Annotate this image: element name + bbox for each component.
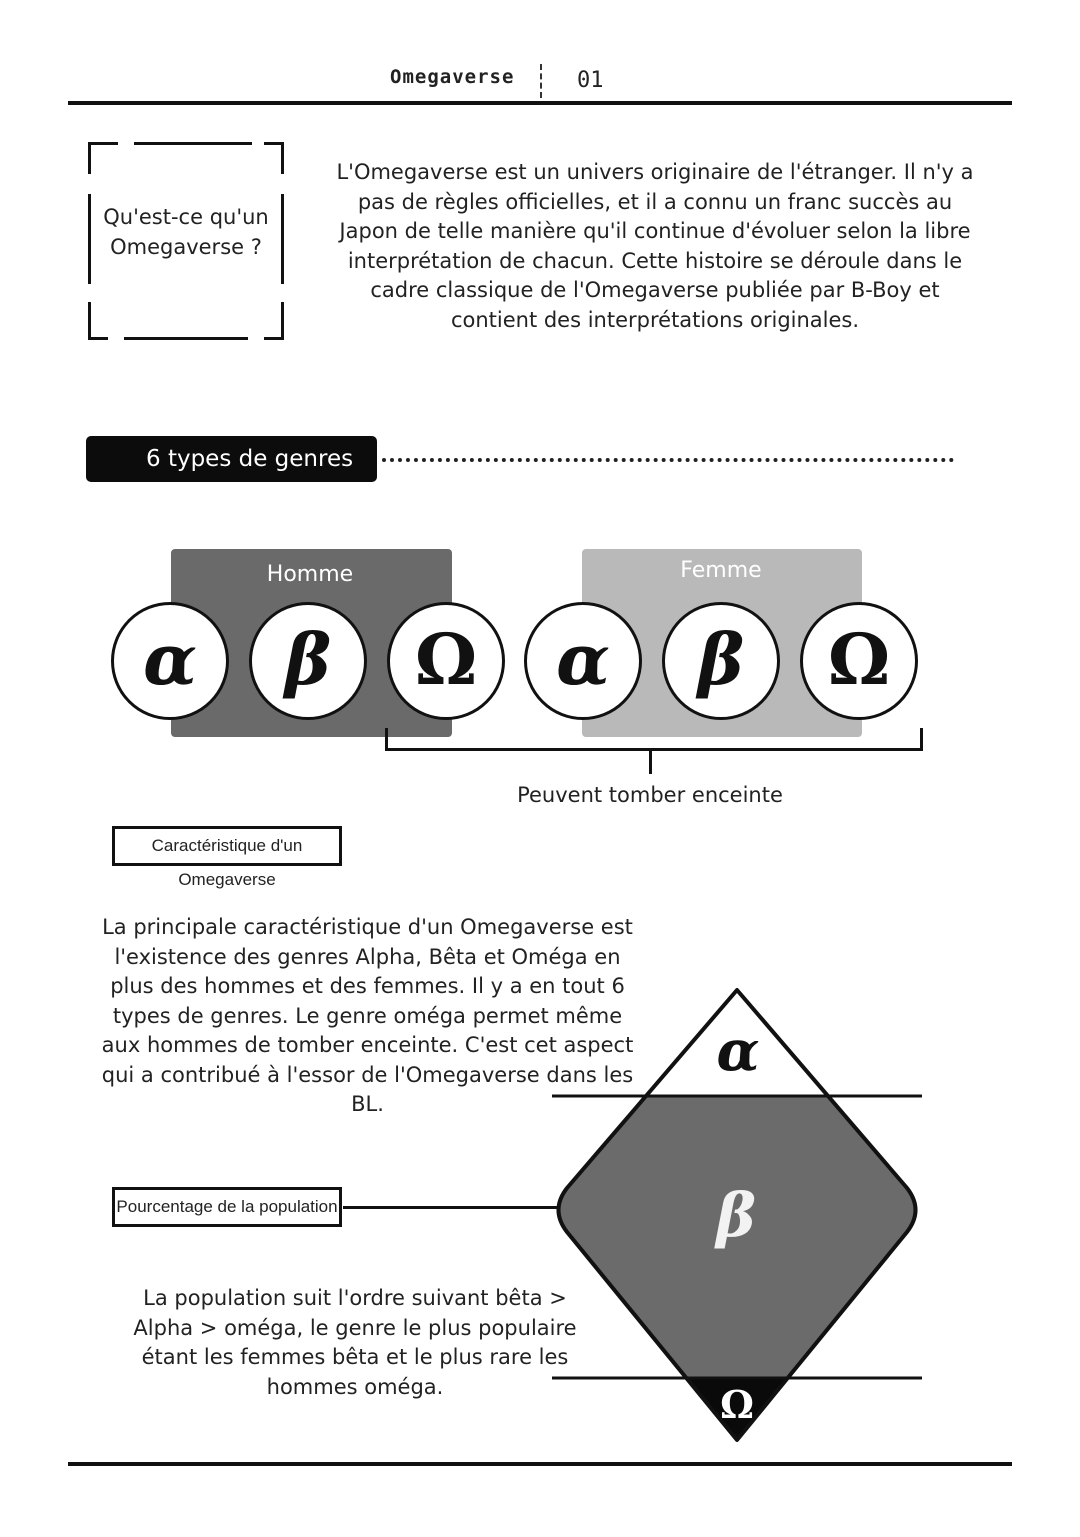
header-separator bbox=[540, 64, 542, 98]
female-omega-symbol: Ω bbox=[800, 602, 918, 720]
characteristic-label: Caractéristique d'un Omegaverse bbox=[112, 826, 342, 866]
population-paragraph: La population suit l'ordre suivant bêta > Alpha > oméga, le genre le plus populaire étant les femmes bêta et le plus rare les hommes oméga. bbox=[133, 1286, 577, 1399]
top-rule bbox=[68, 101, 1012, 105]
page-number: 01 bbox=[577, 68, 604, 93]
diamond-omega-symbol: Ω bbox=[720, 1382, 754, 1427]
population-label: Pourcentage de la population bbox=[112, 1187, 342, 1227]
male-label: Homme bbox=[266, 562, 354, 587]
header-title: Omegaverse bbox=[390, 66, 515, 88]
pregnancy-label: Peuvent tomber enceinte bbox=[517, 783, 783, 807]
pregnancy-bracket-tick bbox=[649, 748, 652, 774]
question-text: Qu'est-ce qu'un Omegaverse ? bbox=[103, 205, 269, 259]
population-diamond bbox=[552, 978, 922, 1448]
pregnancy-bracket bbox=[385, 728, 923, 751]
bottom-rule bbox=[68, 1462, 1012, 1466]
diamond-alpha-symbol: α bbox=[716, 1018, 760, 1084]
population-connector bbox=[343, 1206, 558, 1209]
section-heading: 6 types de genres bbox=[86, 436, 377, 482]
intro-paragraph: L'Omegaverse est un univers originaire de l'étranger. Il n'y a pas de règles officielles, et il a connu un franc succès au Japon de telle manière qu'il continue d'évoluer selon la libre interprétation de chacun. Cette histoire se déroule dans le cadre classique de l'Omegaverse publiée par B-Boy et contient des interprétations originales. bbox=[336, 160, 974, 332]
characteristic-paragraph: La principale caractéristique d'un Omegaverse est l'existence des genres Alpha, Bêta et Oméga en plus des hommes et des femmes. Il y a en tout 6 types de genres. Le genre oméga permet même aux hommes de tomber enceinte. C'est cet aspect qui a contribué à l'essor de l'Omegaverse dans les BL. bbox=[101, 915, 634, 1116]
female-alpha-symbol: α bbox=[524, 602, 642, 720]
female-label: Femme bbox=[680, 558, 762, 583]
male-omega-symbol: Ω bbox=[387, 602, 505, 720]
female-beta-symbol: β bbox=[662, 602, 780, 720]
dotted-leader bbox=[382, 458, 954, 462]
diamond-beta-symbol: β bbox=[716, 1181, 756, 1251]
male-beta-symbol: β bbox=[249, 602, 367, 720]
male-alpha-symbol: α bbox=[111, 602, 229, 720]
question-box bbox=[88, 142, 284, 340]
